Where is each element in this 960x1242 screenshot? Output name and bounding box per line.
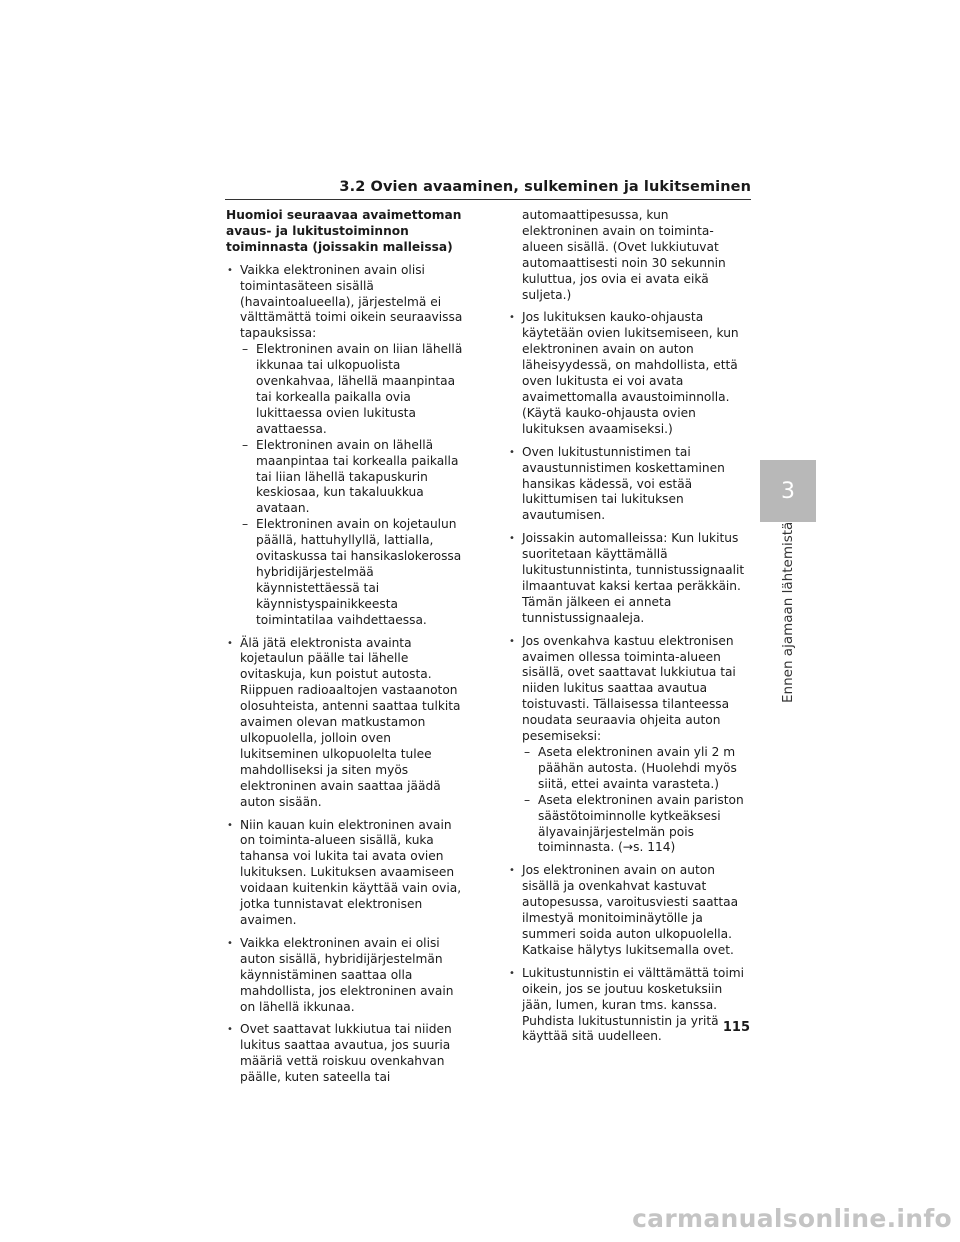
chapter-number: 3 xyxy=(781,478,795,504)
sub-item: – Aseta elektroninen avain yli 2 m päähän autosta. (Huolehdi myös siitä, ettei avainta varasteta.) xyxy=(524,745,748,793)
sub-item: – Elektroninen avain on lähellä maanpintaa tai korkealla paikalla tai liian lähellä takapuskurin keskiosaa, kun takaluukkua avataan. xyxy=(242,438,468,518)
right-column xyxy=(508,208,748,1052)
bullet-continuation: automaattipesussa, kun elektroninen avain on toiminta-alueen sisällä. (Ovet lukkiutuvat automaattisesti noin 30 sekunnin kuluttua, jos ovia ei avata eikä suljeta.) xyxy=(522,208,726,302)
bullet-list-right xyxy=(508,208,748,1045)
page-number: 115 xyxy=(722,1020,750,1035)
bullet-item: • Älä jätä elektronista avainta kojetaulun päälle tai lähelle ovitaskuja, kun poistut autosta. Riippuen radioaaltojen vastaanoton olosuhteista, antenni saattaa tulkita avaimen olevan matkustamon ulkopuolella, jolloin oven lukitseminen ulkopuolelta tulee mahdolliseksi ja siten myös elektroninen avain saattaa jäädä auton sisään. xyxy=(226,636,468,811)
bullet-list-left xyxy=(226,263,468,1086)
bullet-text: Vaikka elektroninen avain olisi toimintasäteen sisällä (havaintoalueella), järjestelmä ei välttämättä toimi oikein seuraavissa tapauksissa: xyxy=(240,262,463,341)
left-column xyxy=(226,208,468,1093)
bullet-item xyxy=(508,634,748,857)
header-divider xyxy=(225,199,751,200)
chapter-tab xyxy=(760,460,816,522)
bullet-item: • Jos lukituksen kauko-ohjausta käytetään ovien lukitsemiseen, kun elektroninen avain on auton läheisyydessä, on mahdollista, että oven lukitusta ei voi avata avaimettomalla avaustoiminnolla. (Käytä kauko-ohjausta ovien lukituksen avaamiseksi.) xyxy=(508,310,748,437)
sub-item: – Elektroninen avain on liian lähellä ikkunaa tai ulkopuolista ovenkahvaa, lähellä maanpintaa tai korkealla paikalla ovia lukittaessa ovien lukitusta avattaessa. xyxy=(242,342,468,437)
bullet-item: • Jos elektroninen avain on auton sisällä ja ovenkahvat kastuvat autopesussa, varoitusviesti saattaa ilmestyä monitoiminäytölle ja summeri soida auton ulkopuolella. Katkaise hälytys lukitsemalla ovet. xyxy=(508,863,748,958)
bullet-item: • Oven lukitustunnistimen tai avaustunnistimen koskettaminen hansikas kädessä, voi estää lukittumisen tai lukituksen avautumisen. xyxy=(508,445,748,525)
bullet-item xyxy=(226,263,468,629)
chapter-title: Ennen ajamaan lähtemistä xyxy=(780,521,796,703)
bullet-item: • Joissakin automalleissa: Kun lukitus suoritetaan käyttämällä lukitustunnistinta, tunnistussignaalit ilmaantuvat kaksi kertaa peräkkäin. Tämän jälkeen ei anneta tunnistussignaaleja. xyxy=(508,531,748,626)
watermark: carmanualsonline.info xyxy=(632,1204,952,1233)
bullet-item: • Ovet saattavat lukkiutua tai niiden lukitus saattaa avautua, jos suuria määriä vettä roiskuu ovenkahvan päälle, kuten sateella tai xyxy=(226,1022,468,1086)
bullet-item: • Lukitustunnistin ei välttämättä toimi oikein, jos se joutuu kosketuksiin jään, lumen, kuran tms. kanssa. Puhdista lukitustunnistin ja yritä käyttää sitä uudelleen. xyxy=(508,966,748,1046)
sub-item: – Elektroninen avain on kojetaulun päällä, hattuhyllyllä, lattialla, ovitaskussa tai hansikaslokerossa hybridijärjestelmää käynnistettäessä tai käynnistyspainikkeesta toimintatilaa vaihdettaessa. xyxy=(242,517,468,628)
bullet-item: • Vaikka elektroninen avain ei olisi auton sisällä, hybridijärjestelmän käynnistäminen saattaa olla mahdollista, jos elektroninen avain on lähellä ikkunaa. xyxy=(226,936,468,1016)
page-header-title: 3.2 Ovien avaaminen, sulkeminen ja lukitseminen xyxy=(339,179,751,195)
sub-item: – Aseta elektroninen avain pariston säästötoiminnolle kytkeäksesi älyavainjärjestelmän pois toiminnasta. (→s. 114) xyxy=(524,793,748,857)
sub-list xyxy=(240,342,468,628)
bullet-item: • Niin kauan kuin elektroninen avain on toiminta-alueen sisällä, kuka tahansa voi lukita tai avata ovien lukituksen. Lukituksen avaamiseen voidaan kuitenkin käyttää vain ovia, jotka tunnistavat elektronisen avaimen. xyxy=(226,818,468,929)
bullet-text: Jos ovenkahva kastuu elektronisen avaimen ollessa toiminta-alueen sisällä, ovet saattavat lukkiutua tai niiden lukitus saattaa avautua toistuvasti. Tällaisessa tilanteessa noudata seuraavia ohjeita auton pesemiseksi: xyxy=(522,633,736,744)
section-heading: Huomioi seuraavaa avaimettoman avaus- ja lukitustoiminnon toiminnasta (joissakin malleissa) xyxy=(226,208,462,254)
sub-list xyxy=(522,745,748,856)
